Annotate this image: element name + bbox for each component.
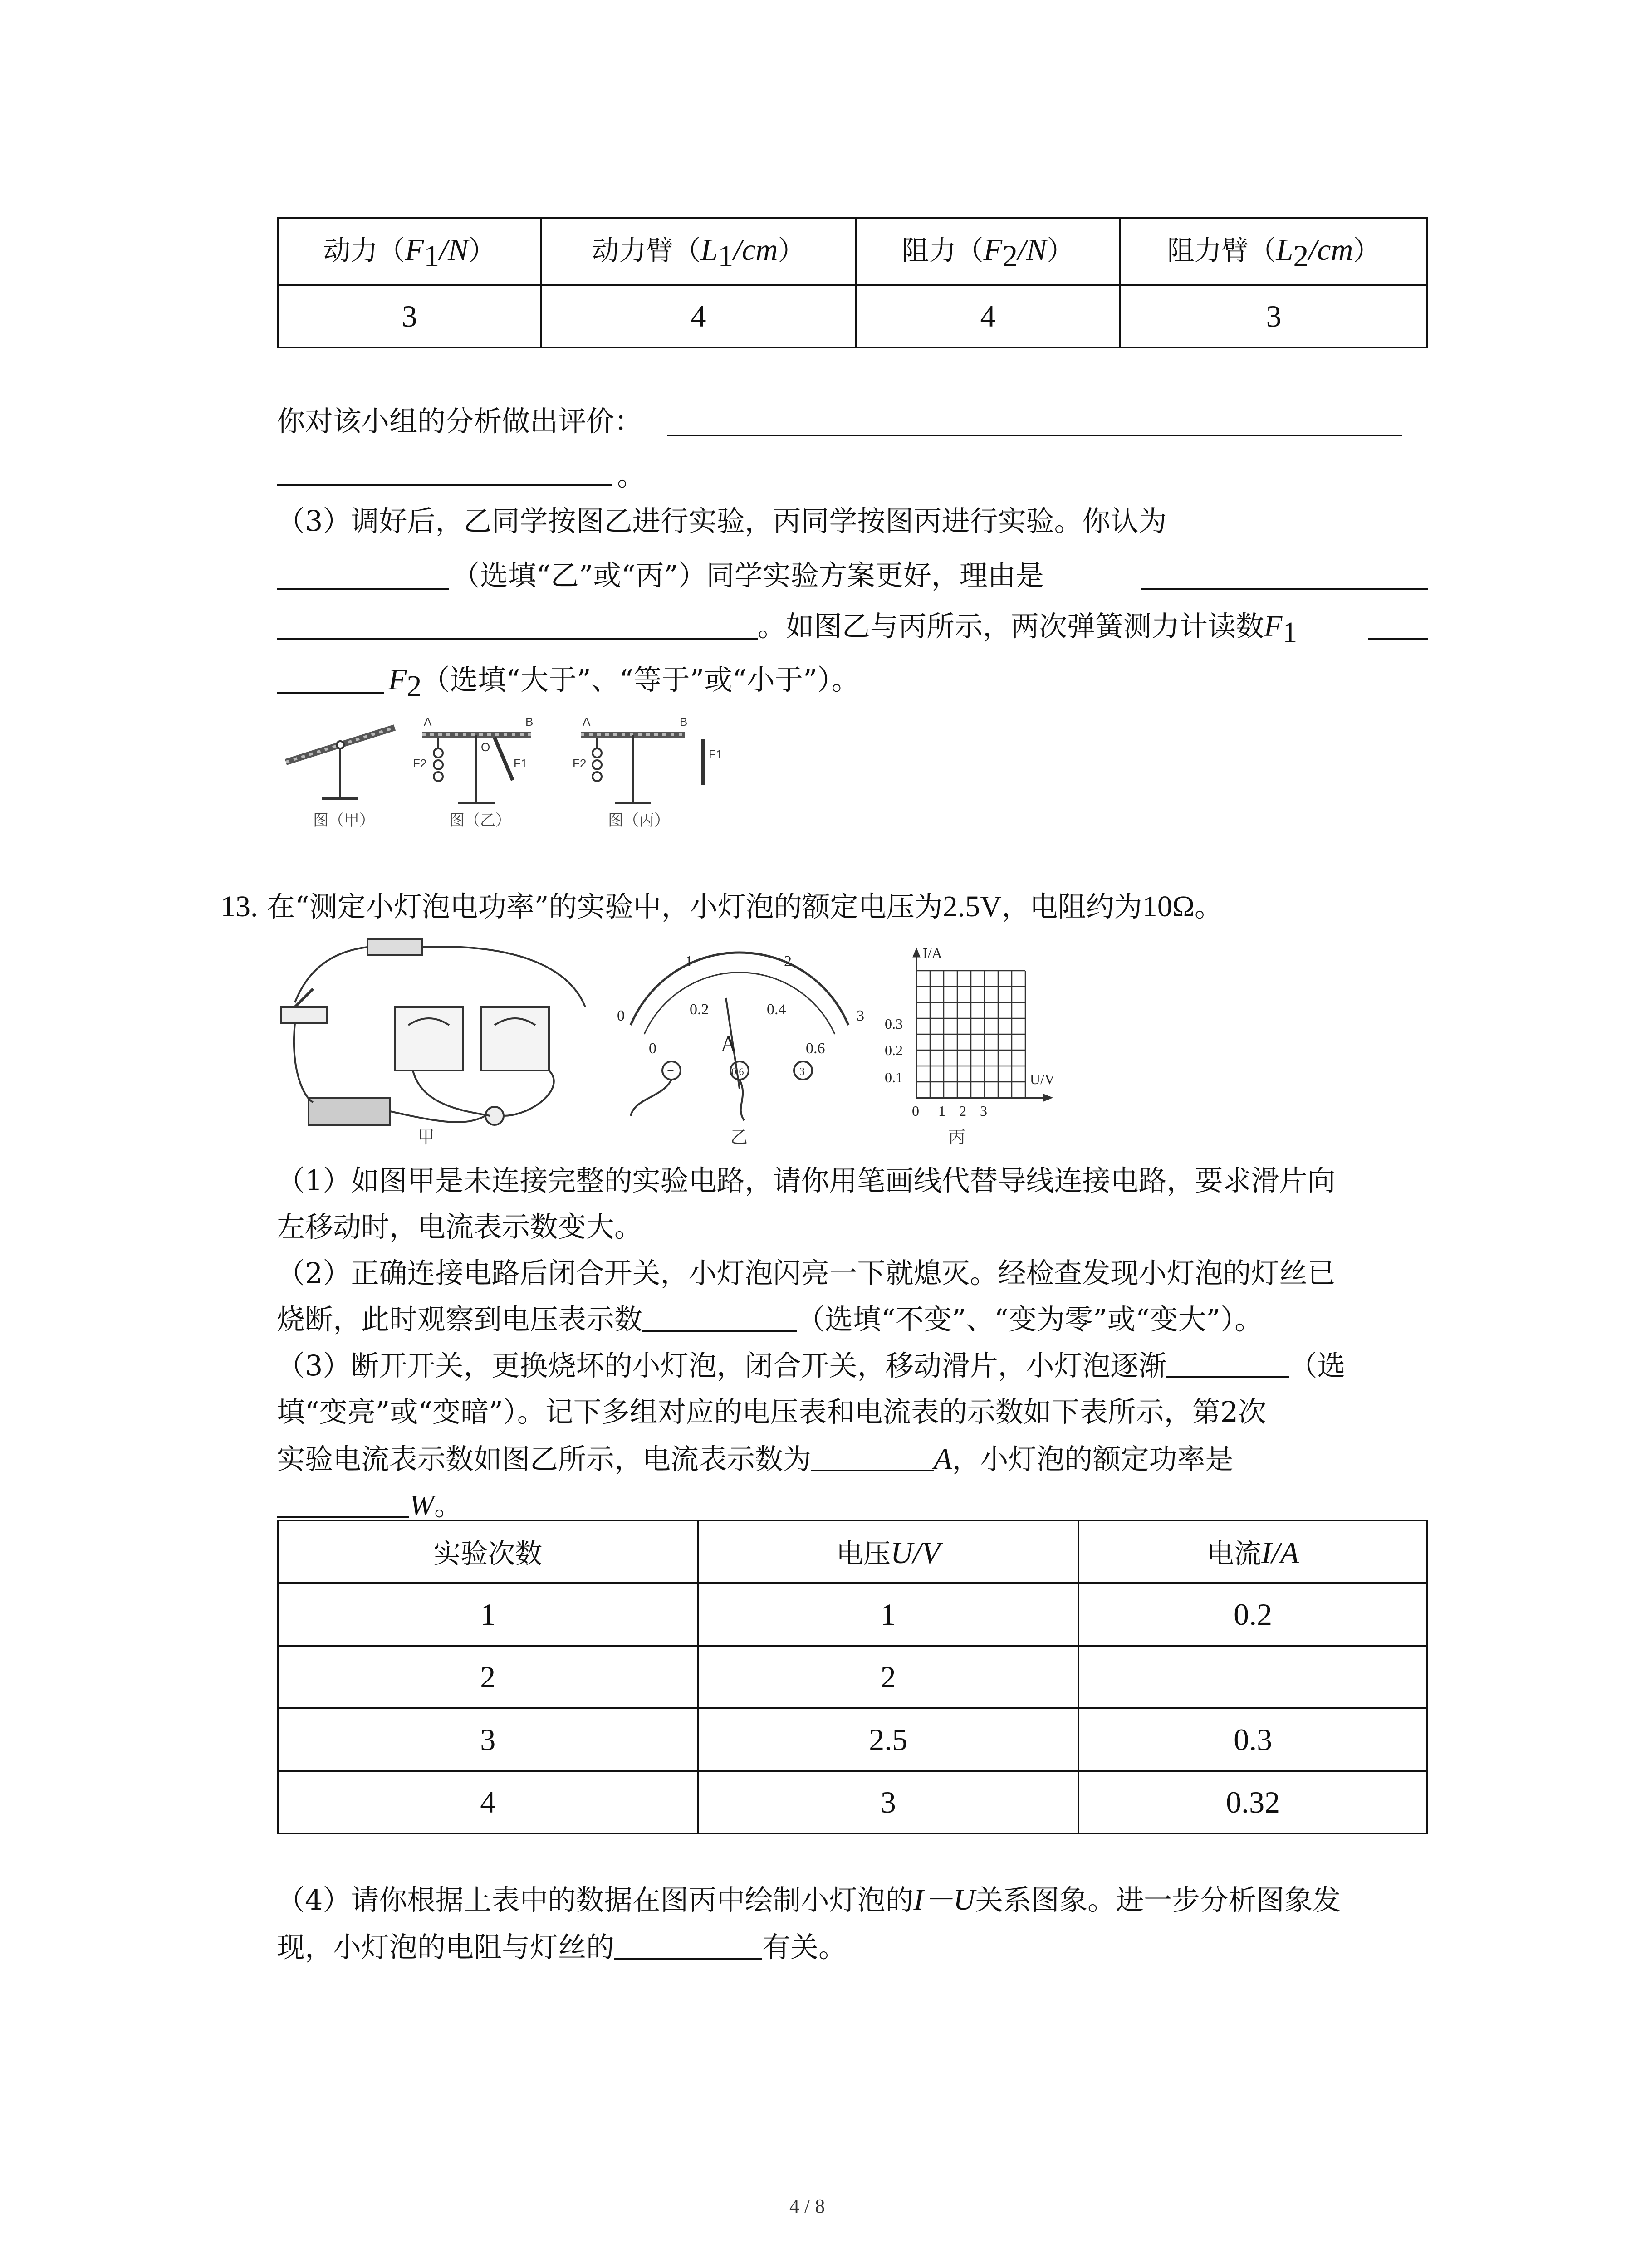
fig-caption-circuit: 甲 [417, 1127, 435, 1147]
lever-header-l2: 阻力臂$(L_2/cm)$ [1120, 218, 1427, 285]
q12-part3-line3: 。如图乙与丙所示，两次弹簧测力计读数$F_1$ [758, 610, 1298, 649]
iu-graph-bing [880, 934, 1107, 1152]
f2-label-bing: F2 [573, 757, 587, 770]
lever-data-table [277, 217, 1428, 348]
page-number: 4 / 8 [789, 2195, 825, 2217]
answer-blank-temperature[interactable] [614, 1934, 762, 1960]
table-row: 1 1 0.2 [278, 1583, 1427, 1646]
circuit-figure-jia [277, 934, 603, 1152]
answer-blank-reason-2[interactable] [277, 638, 758, 640]
ammeter-top-tick-3: 3 [857, 1007, 864, 1024]
eval-prompt: 你对该小组的分析做出评价： [277, 405, 643, 438]
q13-part3-line4: W。 [277, 1491, 462, 1520]
terminal-0-6-label: 0.6 [731, 1066, 744, 1077]
answer-blank-current[interactable] [811, 1446, 934, 1471]
graph-y-tick-0-1: 0.1 [885, 1069, 903, 1085]
lever-figures [277, 708, 730, 835]
rheostat-icon [309, 1098, 390, 1125]
q13-part4-line1: （4）请你根据上表中的数据在图丙中绘制小灯泡的I－U关系图象。进一步分析图象发 [277, 1883, 1341, 1916]
ammeter-bottom-tick-0-6: 0.6 [806, 1040, 825, 1057]
f1-label-bing: F1 [709, 748, 723, 761]
table-header-current: 电流I/A [1078, 1520, 1427, 1583]
answer-blank-compare-2[interactable] [277, 692, 384, 694]
f1-label: F1 [514, 757, 528, 770]
q13-part3-line1: （3）断开开关，更换烧坏的小灯泡，闭合开关，移动滑片，小灯泡逐渐 （选 [277, 1349, 1346, 1382]
table-row: 4 3 0.32 [278, 1771, 1427, 1833]
fig-caption-bing: 图（丙） [608, 811, 670, 830]
graph-x-tick-3: 3 [980, 1103, 987, 1119]
answer-blank-compare-1[interactable] [1368, 638, 1428, 640]
q12-part3-line1: （3）调好后，乙同学按图乙进行实验，丙同学按图丙进行实验。你认为 [277, 504, 1167, 538]
fig-caption-jia: 图（甲） [313, 811, 375, 830]
q13-part3-line3: 实验电流表示数如图乙所示，电流表示数为 A，小灯泡的额定功率是 [277, 1442, 1234, 1476]
answer-blank-eval-2[interactable] [277, 484, 612, 486]
switch-icon [281, 1007, 327, 1023]
graph-y-label: I/A [923, 945, 942, 961]
lever-cell: 3 [1120, 285, 1427, 347]
lever-header-l1: 动力臂$(L_1/cm)$ [541, 218, 856, 285]
graph-x-tick-2: 2 [959, 1103, 966, 1119]
f2-label: F2 [413, 757, 427, 770]
q13-part1-line1: （1）如图甲是未连接完整的实验电路，请你用笔画线代替导线连接电路，要求滑片向 [277, 1164, 1336, 1197]
point-a-label-bing: A [583, 715, 591, 728]
iu-data-table [277, 1520, 1428, 1834]
q13-part4-line2: 现，小灯泡的电阻与灯丝的 有关。 [277, 1931, 847, 1964]
terminal-3-label: 3 [799, 1066, 805, 1078]
fig-caption-ammeter: 乙 [730, 1127, 748, 1147]
ammeter-bottom-tick-0-4: 0.4 [767, 1001, 786, 1018]
q12-part3-line2: （选填“乙”或“丙”）同学实验方案更好，理由是 [452, 559, 1044, 592]
lever-cell: 4 [856, 285, 1120, 347]
answer-blank-voltmeter[interactable] [642, 1306, 797, 1332]
point-b-label: B [525, 715, 534, 728]
q12-part3-line4: $F_2$（选填“大于”、“等于”或“小于”）。 [388, 663, 860, 703]
lever-figure-jia [286, 728, 395, 798]
q13-part1-line2: 左移动时，电流表示数变大。 [277, 1210, 643, 1243]
ammeter-bottom-tick-0: 0 [649, 1040, 656, 1057]
q13-intro: 13. 在“测定小灯泡电功率”的实验中，小灯泡的额定电压为2.5V，电阻约为10Ω。 [220, 890, 1223, 923]
q13-part2-line1: （2）正确连接电路后闭合开关，小灯泡闪亮一下就熄灭。经检查发现小灯泡的灯丝已 [277, 1256, 1336, 1290]
table-header-voltage: 电压U/V [698, 1520, 1078, 1583]
answer-blank-brightness[interactable] [1166, 1353, 1289, 1378]
lever-figure-bing [581, 735, 703, 803]
fig-caption-yi: 图（乙） [449, 811, 511, 830]
terminal-negative-label: − [667, 1064, 674, 1078]
ammeter-top-tick-1: 1 [685, 953, 693, 970]
battery-icon [367, 939, 422, 955]
table-blank-cell[interactable] [1078, 1646, 1427, 1708]
graph-x-label: U/V [1030, 1071, 1055, 1087]
table-row: 3 2.5 0.3 [278, 1708, 1427, 1771]
answer-blank-power[interactable] [277, 1492, 409, 1518]
ammeter-letter: A [720, 1031, 737, 1056]
ammeter-top-tick-2: 2 [784, 953, 792, 970]
ammeter-figure-yi [603, 934, 885, 1152]
point-b-label-bing: B [680, 715, 688, 728]
point-a-label: A [424, 715, 432, 728]
lever-header-f1: 动力$(F_1/N)$ [278, 218, 541, 285]
graph-y-tick-0-3: 0.3 [885, 1016, 903, 1032]
fig-caption-graph: 丙 [948, 1127, 966, 1147]
point-o-label: O [481, 740, 490, 754]
lever-cell: 3 [278, 285, 541, 347]
answer-blank-eval-1[interactable] [667, 435, 1402, 436]
table-header-trial: 实验次数 [278, 1520, 698, 1583]
ammeter-top-tick-0: 0 [617, 1007, 625, 1024]
lever-header-f2: 阻力$(F_2/N)$ [856, 218, 1120, 285]
eval-period: 。 [617, 459, 646, 492]
ammeter-device-icon [481, 1007, 549, 1070]
table-row: 2 2 [278, 1646, 1427, 1708]
q13-part3-line2: 填“变亮”或“变暗”）。记下多组对应的电压表和电流表的示数如下表所示，第2次 [277, 1395, 1267, 1428]
lever-cell: 4 [541, 285, 856, 347]
answer-blank-reason-1[interactable] [1141, 588, 1428, 590]
voltmeter-icon [395, 1007, 463, 1070]
answer-blank-which[interactable] [277, 588, 449, 590]
graph-grid [916, 971, 1025, 1098]
q13-part2-line2: 烧断，此时观察到电压表示数 （选填“不变”、“变为零”或“变大”）。 [277, 1303, 1263, 1336]
graph-x-tick-1: 1 [938, 1103, 945, 1119]
ammeter-bottom-tick-0-2: 0.2 [690, 1001, 709, 1018]
graph-y-tick-0-2: 0.2 [885, 1042, 903, 1058]
graph-x-tick-0: 0 [912, 1103, 919, 1119]
